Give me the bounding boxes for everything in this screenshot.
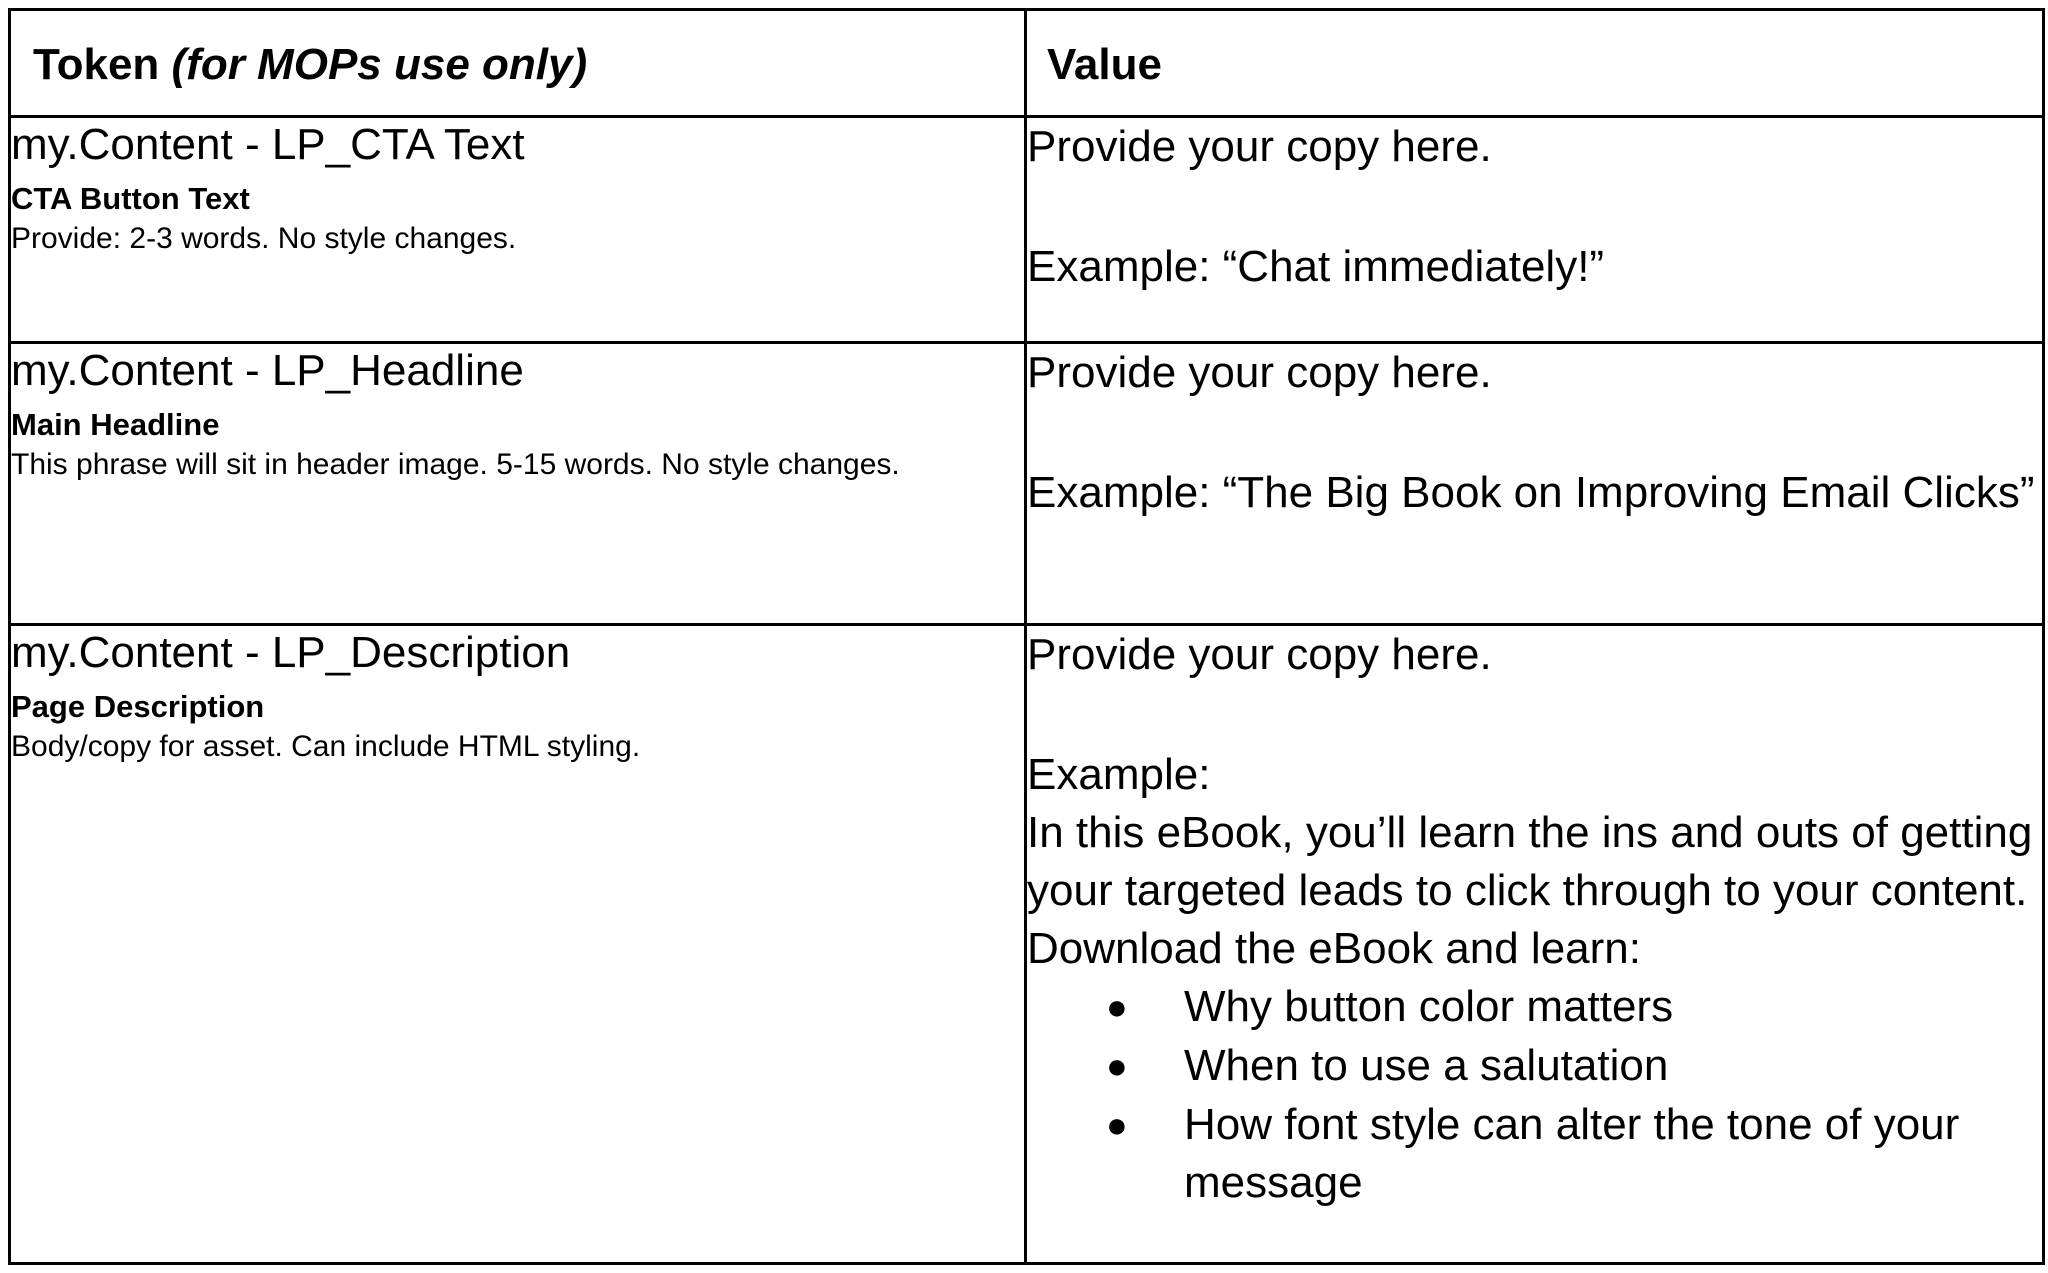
value-example: Example: “The Big Book on Improving Email Clicks” — [1027, 468, 2035, 517]
header-token-label: Token — [33, 40, 172, 89]
token-name: my.Content - LP_Description — [11, 628, 571, 677]
bullet-icon: ● — [1106, 1104, 1128, 1145]
token-cell — [10, 343, 1026, 625]
token-name: my.Content - LP_CTA Text — [11, 120, 525, 169]
token-description: Provide: 2-3 words. No style changes. — [11, 222, 517, 255]
token-cell — [10, 117, 1026, 343]
value-example-label: Example: — [1027, 750, 1211, 799]
bullet-text: How font style can alter the tone of your message — [1184, 1100, 1960, 1207]
table-header-row — [10, 10, 2044, 117]
header-token-note: (for MOPs use only) — [171, 40, 588, 89]
bullet-item — [1027, 978, 2042, 1036]
value-intro: Provide your copy here. — [1027, 630, 1492, 679]
value-cell[interactable] — [1026, 625, 2044, 1264]
bullet-text: Why button color matters — [1184, 982, 1674, 1031]
bullet-list — [1027, 978, 2042, 1212]
value-cell[interactable] — [1026, 343, 2044, 625]
token-label: CTA Button Text — [11, 181, 250, 216]
value-spacer — [1027, 684, 2042, 746]
table-row-description — [10, 625, 2044, 1264]
token-value-table — [8, 8, 2045, 1265]
value-spacer — [1027, 176, 2042, 238]
value-cell[interactable] — [1026, 117, 2044, 343]
token-label: Main Headline — [11, 407, 220, 442]
bullet-item — [1027, 1037, 2042, 1095]
table-row-cta-text — [10, 117, 2044, 343]
token-cell — [10, 625, 1026, 1264]
token-name: my.Content - LP_Headline — [11, 346, 524, 395]
token-description: Body/copy for asset. Can include HTML styling. — [11, 730, 641, 763]
bullet-icon: ● — [1106, 1045, 1128, 1086]
bullet-text: When to use a salutation — [1184, 1041, 1669, 1090]
bullet-item — [1027, 1096, 2042, 1212]
bullet-icon: ● — [1106, 986, 1128, 1027]
value-example-body: In this eBook, you’ll learn the ins and outs of getting your targeted leads to click through to your content. Download the eBook and learn: — [1027, 808, 2033, 973]
table-row-headline — [10, 343, 2044, 625]
value-intro: Provide your copy here. — [1027, 348, 1492, 397]
header-value: Value — [1026, 10, 2044, 117]
token-description: This phrase will sit in header image. 5-15 words. No style changes. — [11, 448, 900, 481]
header-token — [10, 10, 1026, 117]
value-example: Example: “Chat immediately!” — [1027, 242, 1605, 291]
value-spacer — [1027, 402, 2042, 464]
token-label: Page Description — [11, 689, 265, 724]
value-intro: Provide your copy here. — [1027, 122, 1492, 171]
